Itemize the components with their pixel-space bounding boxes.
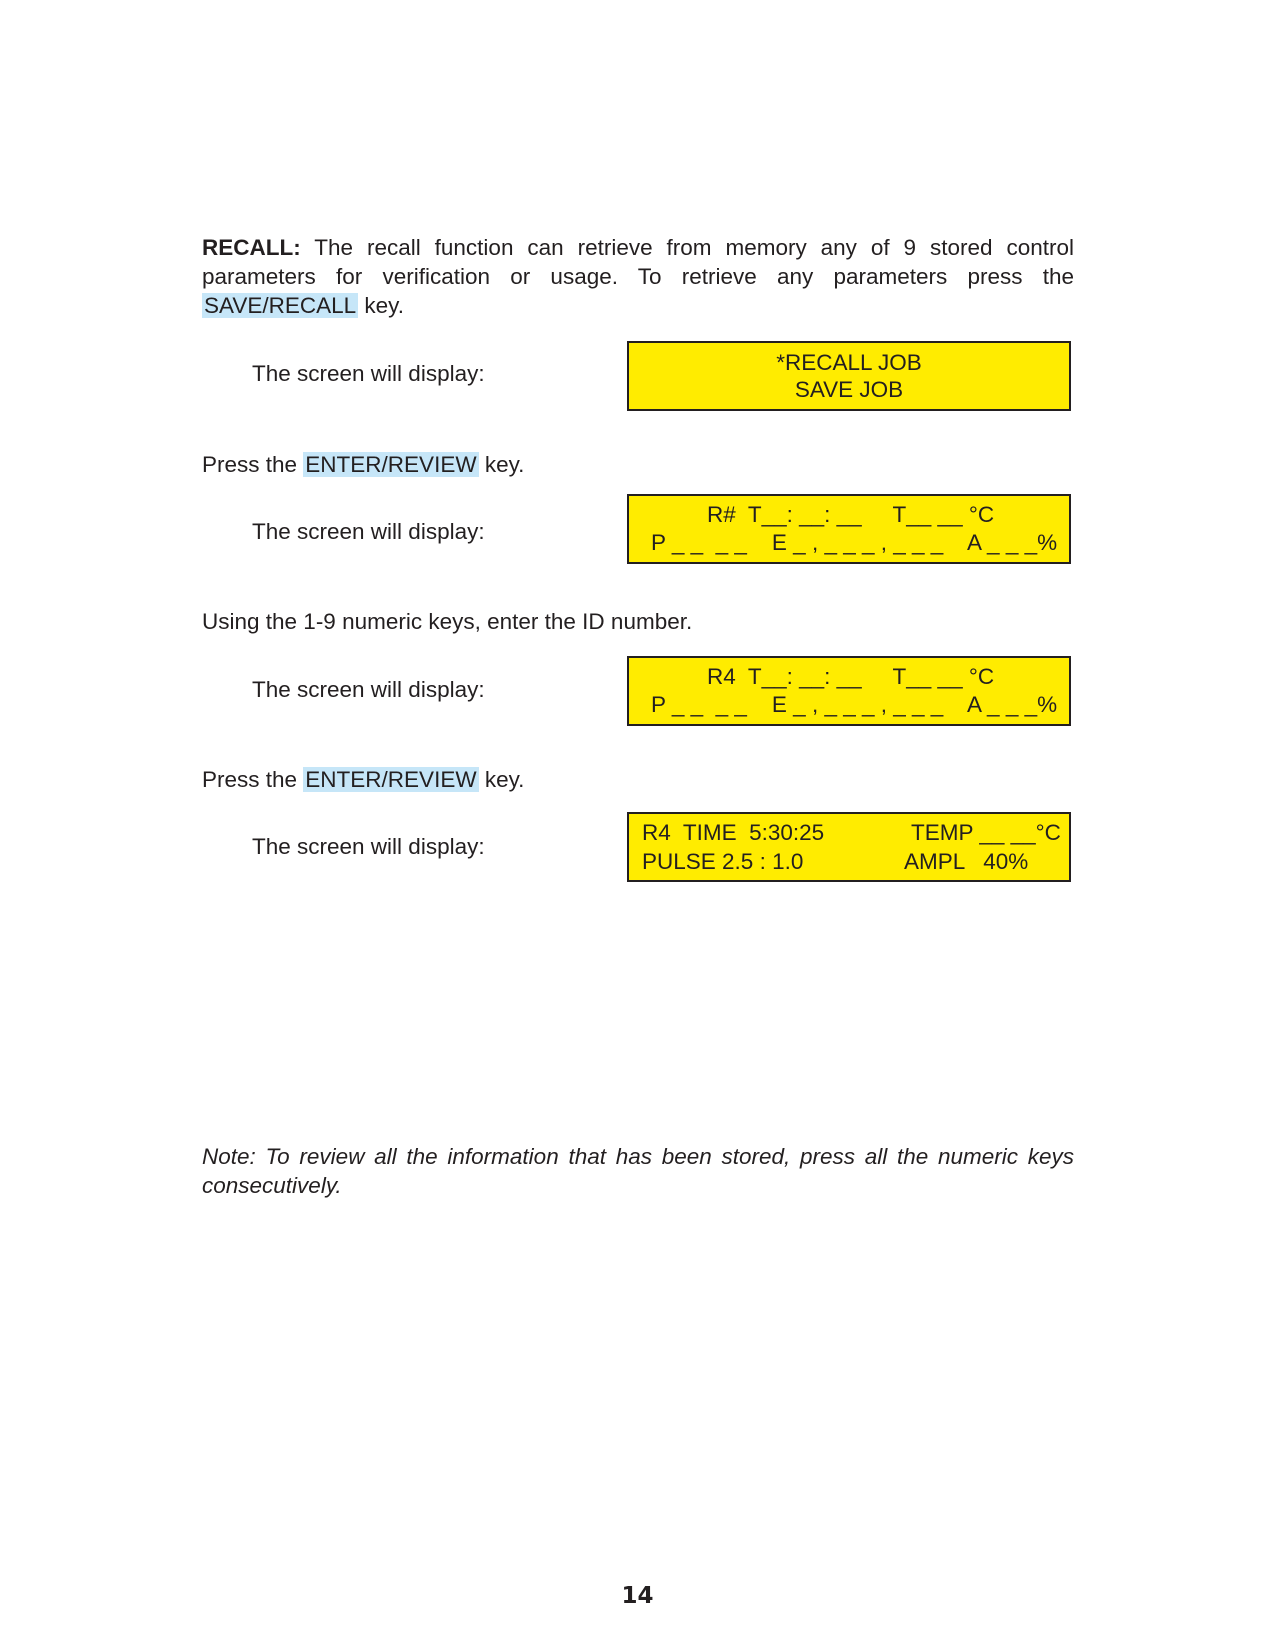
note-paragraph: Note: To review all the information that has been stored, press all the numeric keys consecutively. — [202, 1144, 1074, 1198]
step-prefix: Press the — [202, 452, 304, 477]
recall-intro: The recall function can retrieve from memory any of 9 stored control parameters for verification or usage. To retrieve any parameters press the — [202, 235, 1074, 289]
enter-review-key: ENTER/REVIEW — [305, 767, 477, 792]
lcd-line-1: *RECALL JOB — [776, 350, 922, 375]
screen-display-label: The screen will display: — [252, 519, 485, 544]
lcd-line-2: P _ _ _ _ E _ , _ _ _ , _ _ _ A _ _ _% — [651, 530, 1058, 555]
step-suffix: key. — [478, 452, 525, 477]
lcd-line-2: P _ _ _ _ E _ , _ _ _ , _ _ _ A _ _ _% — [651, 692, 1058, 717]
lcd-line-1: R# T__: __: __ T__ __ °C — [707, 502, 995, 527]
lcd-display-2 — [627, 494, 1071, 564]
lcd-line-1: R4 T__: __: __ T__ __ °C — [707, 664, 995, 689]
step-press-enter-1 — [202, 450, 524, 479]
lcd-display-4 — [627, 812, 1071, 882]
screen-display-label: The screen will display: — [252, 677, 485, 702]
page-number: 14 — [621, 1583, 654, 1609]
screen-display-label: The screen will display: — [252, 834, 485, 859]
step-press-enter-2 — [202, 765, 524, 794]
save-recall-key: SAVE/RECALL — [204, 293, 357, 318]
lcd-line-1-left: R4 TIME 5:30:25 — [642, 820, 825, 845]
step-suffix: key. — [478, 767, 525, 792]
lcd-display-1 — [627, 341, 1071, 411]
lcd-line-2-left: PULSE 2.5 : 1.0 — [642, 849, 804, 874]
lcd-line-2-right: AMPL 40% — [904, 849, 1029, 874]
lcd-display-3 — [627, 656, 1071, 726]
lcd-line-2: SAVE JOB — [794, 377, 904, 402]
recall-key-suffix: key. — [358, 293, 405, 318]
lcd-line-1-right: TEMP __ __°C — [911, 820, 1061, 845]
step-prefix: Press the — [202, 767, 304, 792]
enter-review-key: ENTER/REVIEW — [305, 452, 477, 477]
screen-display-label: The screen will display: — [252, 361, 485, 386]
recall-heading: RECALL: — [202, 235, 301, 260]
recall-paragraph — [202, 233, 1074, 320]
step-enter-id: Using the 1-9 numeric keys, enter the ID number. — [202, 609, 693, 634]
